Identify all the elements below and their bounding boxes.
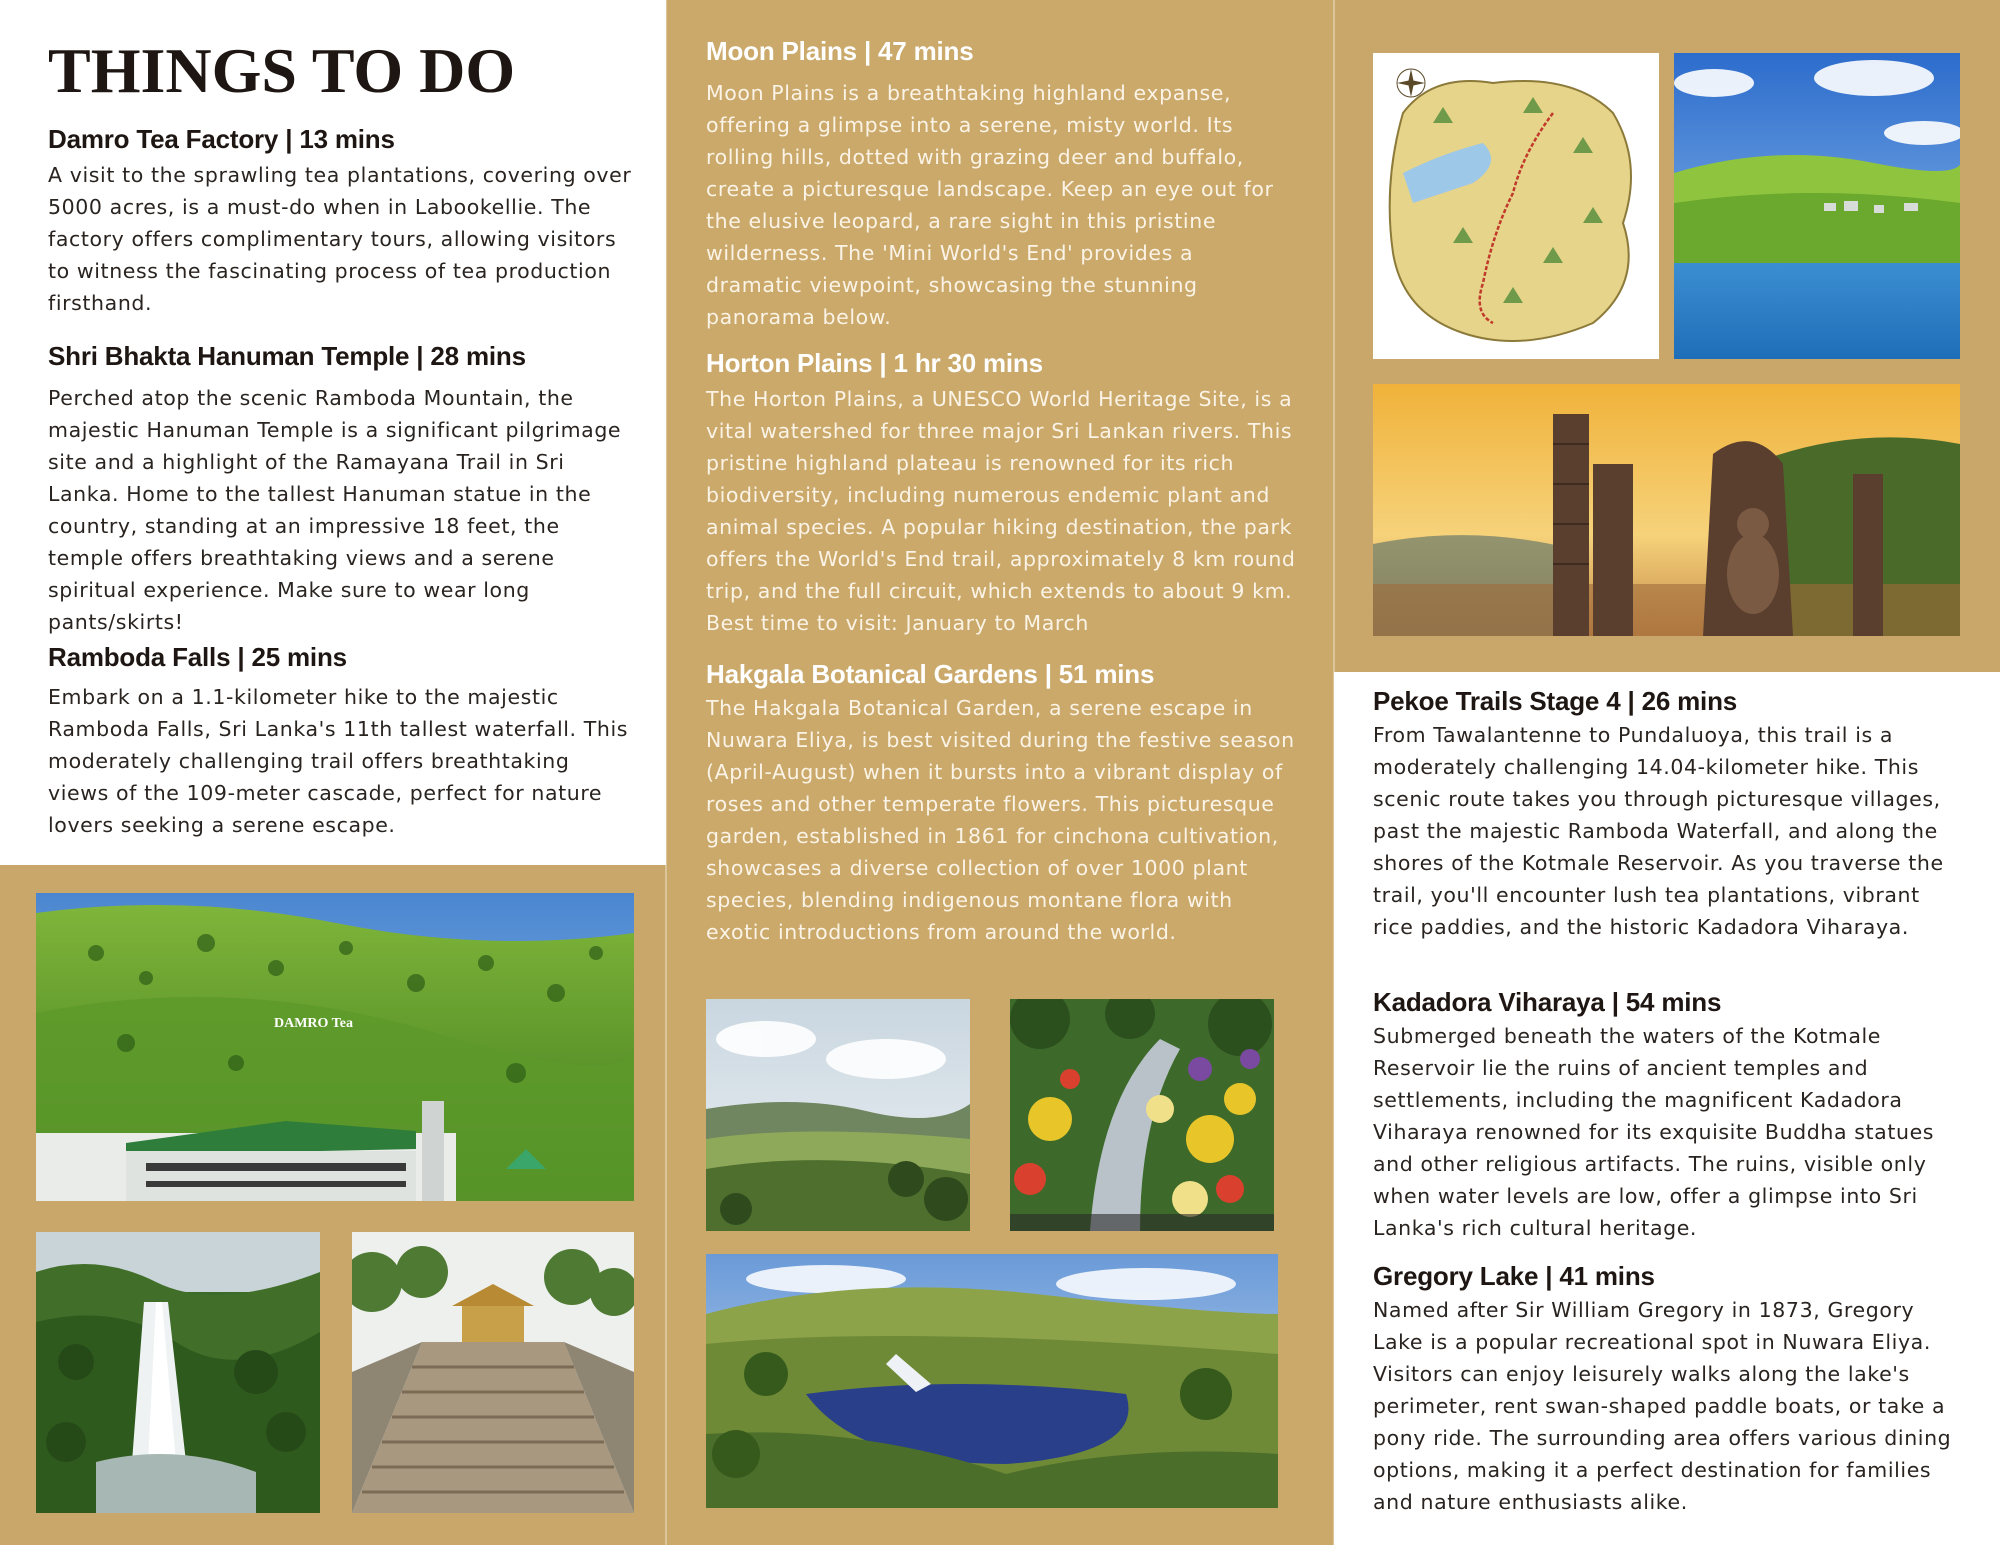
photo-damro-tea-factory — [36, 893, 634, 1201]
section-hanuman-temple — [48, 341, 633, 638]
compass-icon — [1397, 69, 1425, 97]
section-body: The Horton Plains, a UNESCO World Heritage Site, is a vital watershed for three major Sri Lankan rivers. This pristine highland plateau is renowned for its rich biodiversity, including numerous endemic plant and animal species. A popular hiking destination, the park offers the World's End trail, approximately 8 km round trip, and the full circuit, which extends to about 9 km. Best time to visit: January to March — [706, 387, 1296, 635]
photo-ramboda-falls — [36, 1232, 320, 1513]
photo-horton-plains — [706, 1254, 1278, 1508]
section-heading: Shri Bhakta Hanuman Temple | 28 mins — [48, 341, 526, 371]
section-moon-plains — [706, 36, 1296, 333]
photo-moon-plains — [706, 999, 970, 1231]
section-hakgala-gardens — [706, 659, 1296, 948]
section-heading: Damro Tea Factory | 13 mins — [48, 124, 395, 154]
section-heading: Pekoe Trails Stage 4 | 26 mins — [1373, 686, 1738, 716]
photo-hakgala-gardens — [1010, 999, 1274, 1231]
section-gregory-lake — [1373, 1261, 1965, 1518]
photo-hanuman-temple — [352, 1232, 634, 1513]
photo-kotmale-reservoir — [1674, 53, 1960, 359]
section-heading: Gregory Lake | 41 mins — [1373, 1261, 1655, 1291]
damro-sign-text: DAMRO Tea — [274, 1016, 353, 1031]
section-heading: Moon Plains | 47 mins — [706, 36, 974, 66]
section-pekoe-trails — [1373, 686, 1965, 943]
section-horton-plains — [706, 348, 1296, 639]
section-kadadora-viharaya — [1373, 987, 1965, 1244]
section-body: Embark on a 1.1-kilometer hike to the majestic Ramboda Falls, Sri Lanka's 11th tallest waterfall. This moderately challenging trail offers breathtaking views of the 109-meter cascade, perfect for nature lovers seeking a serene escape. — [48, 685, 629, 837]
section-heading: Kadadora Viharaya | 54 mins — [1373, 987, 1722, 1017]
section-body: A visit to the sprawling tea plantations, covering over 5000 acres, is a must-do when in Labookellie. The factory offers complimentary tours, allowing visitors to witness the fascinating process of tea production firsthand. — [48, 163, 632, 315]
page-title: THINGS TO DO — [48, 35, 516, 106]
section-body: Moon Plains is a breathtaking highland expanse, offering a glimpse into a serene, misty world. Its rolling hills, dotted with grazing deer and buffalo, create a picturesque landscape. Keep an eye out for the elusive leopard, a rare sight in this pristine wilderness. The 'Mini World's End' provides a dramatic viewpoint, showcasing the stunning panorama below. — [706, 81, 1274, 329]
photo-kadadora-ruins — [1373, 384, 1960, 636]
section-body: The Hakgala Botanical Garden, a serene escape in Nuwara Eliya, is best visited during the festive season (April-August) when it bursts into a vibrant display of roses and other temperate flowers. This picturesque garden, established in 1861 for cinchona cultivation, showcases a diverse collection of over 1000 plant species, blending indigenous montane flora with exotic introductions from around the world. — [706, 696, 1295, 944]
section-heading: Ramboda Falls | 25 mins — [48, 642, 347, 672]
section-ramboda-falls — [48, 642, 633, 841]
section-damro-tea-factory — [48, 124, 633, 319]
section-heading: Hakgala Botanical Gardens | 51 mins — [706, 659, 1155, 689]
section-heading: Horton Plains | 1 hr 30 mins — [706, 348, 1043, 378]
section-body: Named after Sir William Gregory in 1873, Gregory Lake is a popular recreational spot in Nuwara Eliya. Visitors can enjoy leisurely walks along the lake's perimeter, rent swan-shaped paddle boats, or take a pony ride. The surrounding area offers various dining options, making it a perfect destination for families and nature enthusiasts alike. — [1373, 1298, 1952, 1514]
section-body: Perched atop the scenic Ramboda Mountain, the majestic Hanuman Temple is a significant pilgrimage site and a highlight of the Ramayana Trail in Sri Lanka. Home to the tallest Hanuman statue in the country, standing at an impressive 18 feet, the temple offers breathtaking views and a serene spiritual experience. Make sure to wear long pants/skirts! — [48, 386, 622, 634]
section-body: Submerged beneath the waters of the Kotmale Reservoir lie the ruins of ancient temples and settlements, including the magnificent Kadadora Viharaya renowned for its exquisite Buddha statues and other religious artifacts. The ruins, visible only when water levels are low, offer a glimpse into Sri Lanka's rich cultural heritage. — [1373, 1024, 1935, 1240]
map-illustration — [1373, 53, 1659, 359]
section-body: From Tawalantenne to Pundaluoya, this trail is a moderately challenging 14.04-kilometer hike. This scenic route takes you through picturesque villages, past the majestic Ramboda Waterfall, and along the shores of the Kotmale Reservoir. As you traverse the trail, you'll encounter lush tea plantations, vibrant rice paddies, and the historic Kadadora Viharaya. — [1373, 723, 1944, 939]
